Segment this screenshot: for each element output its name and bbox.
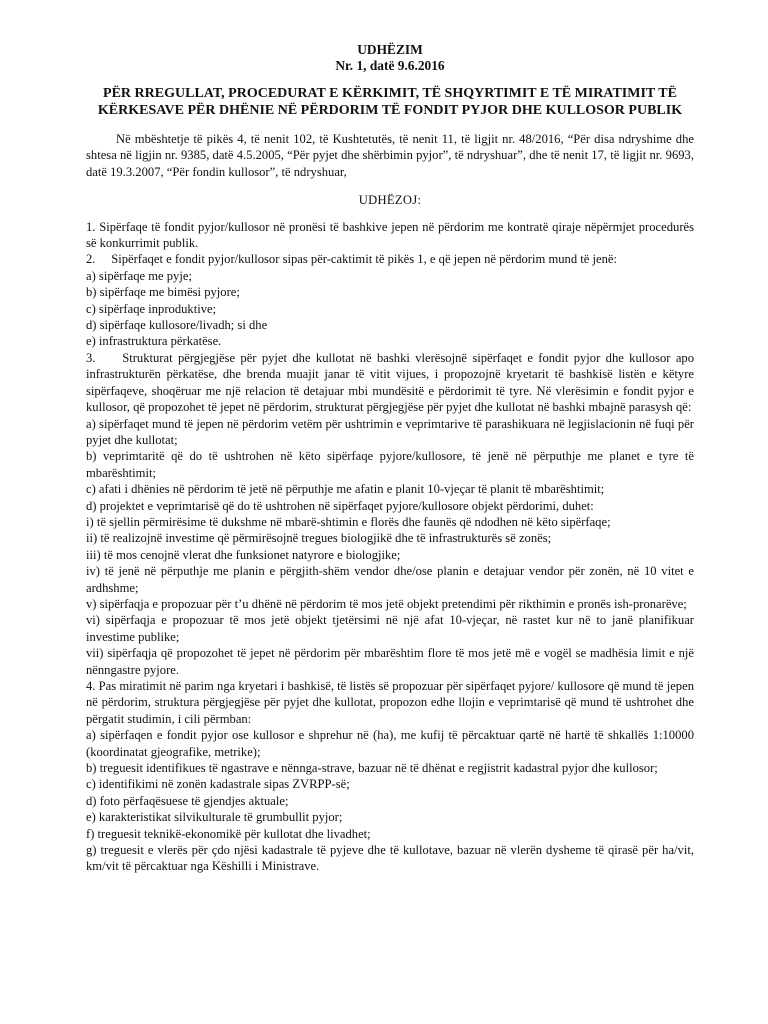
body-paragraph: b) sipërfaqe me bimësi pyjore; (86, 285, 240, 300)
body-paragraph: 3. Strukturat përgjegjëse për pyjet dhe kullotat në bashki vlerësojnë sipërfaqet e fondit pyjor dhe kullosor apo infrastrukturën përkatëse, dhe brenda muajit janar të vitit vijues, i propozojnë kryetarit të bashkisë listën e këtyre sipërfaqeve, shoqëruar me një relacion të detajuar mbi mundësitë e përdorimit të tyre. Në vlerësimin e fondit pyjor e kullosor, që propozohet të jepet në përdorim, strukturat përgjegjëse për pyjet dhe kullotat në bashki mbajnë parasysh që: (86, 350, 694, 415)
body-paragraph: vi) sipërfaqja e propozuar të mos jetë objekt tjetërsimi në një afat 10-vjeçar, në rastet kur në to janë planifikuar investime publike; (86, 613, 694, 644)
body-paragraph: d) sipërfaqe kullosore/livadh; si dhe (86, 318, 268, 333)
body-paragraph: d) foto përfaqësuese të gjendjes aktuale; (86, 793, 289, 808)
body-paragraph: c) afati i dhënies në përdorim të jetë në përputhje me afatin e planit 10-vjeçar të planit të mbarështimit; (86, 482, 605, 497)
body-paragraph: 4. Pas miratimit në parim nga kryetari i bashkisë, të listës së propozuar për sipërfaqet pyjore/ kullosore që mund të jepen në përdorim, struktura përgjegjëse për pyjet dhe kullotat, propozon edhe llojin e veprimtarisë që mund të ushtrohet dhe përgatit studimin, i cili përmban: (86, 679, 694, 726)
document-number-date: Nr. 1, datë 9.6.2016 (335, 58, 445, 73)
document-page (86, 42, 694, 875)
body-paragraph: v) sipërfaqja e propozuar për t’u dhënë në përdorim të mos jetë objekt pretendimi për rikthimin e pronës ish-pronarëve; (86, 596, 687, 611)
body-paragraph: g) treguesit e vlerës për çdo njësi kadastrale të pyjeve dhe të kullotave, bazuar në vlerën dysheme të qirasë për ha/vit, km/vit të përcaktuar nga Këshilli i Ministrave. (86, 843, 694, 874)
body-paragraph: iv) të jenë në përputhje me planin e përgjith-shëm vendor dhe/ose planin e detajuar vendor për zonën, në 10 vitet e ardhshme; (86, 564, 694, 595)
document-body (86, 219, 694, 875)
body-paragraph: e) infrastruktura përkatëse. (86, 334, 222, 349)
body-paragraph: a) sipërfaqe me pyje; (86, 268, 192, 283)
body-paragraph: 1. Sipërfaqe të fondit pyjor/kullosor në pronësi të bashkive jepen në përdorim me kontratë qiraje nëpërmjet procedurës së konkurrimit publik. (86, 219, 694, 251)
body-paragraph: c) identifikimi në zonën kadastrale sipas ZVRPP-së; (86, 777, 350, 792)
document-preamble: Në mbështetje të pikës 4, të nenit 102, të Kushtetutës, të nenit 11, të ligjit nr. 48/2016, “Për disa ndryshime dhe shtesa në ligjin nr. 9385, datë 4.5.2005, “Për pyjet dhe shërbimin pyjor”, të ndryshuar”, dhe të nenit 17, të ligjit nr. 9693, datë 19.3.2007, “Për fondin kullosor”, të ndryshuar, (86, 132, 694, 179)
body-paragraph: a) sipërfaqen e fondit pyjor ose kullosor e shprehur në (ha), me kufij të përcaktuar qartë në hartë të shkallës 1:10000 (koordinatat gjeografike, metrike); (86, 728, 694, 759)
body-paragraph: b) veprimtaritë që do të ushtrohen në këto sipërfaqe pyjore/kullosore, të jenë në përputhje me planet e tyre të mbarështimit; (86, 449, 694, 480)
body-paragraph: ii) të realizojnë investime që përmirësojnë tregues biologjikë dhe të infrastrukturës së zonës; (86, 531, 552, 546)
document-subject: PËR RREGULLAT, PROCEDURAT E KËRKIMIT, TË SHQYRTIMIT E TË MIRATIMIT TË KËRKESAVE PËR DHËNIE NË PËRDORIM TË FONDIT PYJOR DHE KULLOSOR PUBLIK (97, 86, 683, 118)
body-paragraph: a) sipërfaqet mund të jepen në përdorim vetëm për ushtrimin e veprimtarive të parashikuara në legjislacionin në fuqi për pyjet dhe kullotat; (86, 416, 694, 447)
body-paragraph: c) sipërfaqe inproduktive; (86, 301, 217, 316)
document-heading: UDHËZIM (357, 42, 423, 57)
document-decree: UDHËZOJ: (358, 193, 422, 208)
body-paragraph: b) treguesit identifikues të ngastrave e nënnga-strave, bazuar në të dhënat e regjistrit kadastral pyjor dhe kullosor; (86, 761, 658, 776)
body-paragraph: f) treguesit teknikë-ekonomikë për kullotat dhe livadhet; (86, 826, 371, 841)
body-paragraph: i) të sjellin përmirësime të dukshme në mbarë-shtimin e florës dhe faunës që ndodhen në këto sipërfaqe; (86, 514, 611, 529)
body-paragraph: 2. Sipërfaqet e fondit pyjor/kullosor sipas për-caktimit të pikës 1, e që jepen në përdorim mund të jenë: (86, 252, 617, 267)
body-paragraph: vii) sipërfaqja që propozohet të jepet në përdorim për mbarështim flore të mos jetë më e vogël se madhësia limit e një nënngastre pyjore. (86, 646, 694, 677)
body-paragraph: d) projektet e veprimtarisë që do të ushtrohen në sipërfaqet pyjore/kullosore objekt përdorimi, duhet: (86, 498, 594, 513)
body-paragraph: e) karakteristikat silvikulturale të grumbullit pyjor; (86, 810, 343, 825)
body-paragraph: iii) të mos cenojnë vlerat dhe funksionet natyrore e biologjike; (86, 547, 401, 562)
